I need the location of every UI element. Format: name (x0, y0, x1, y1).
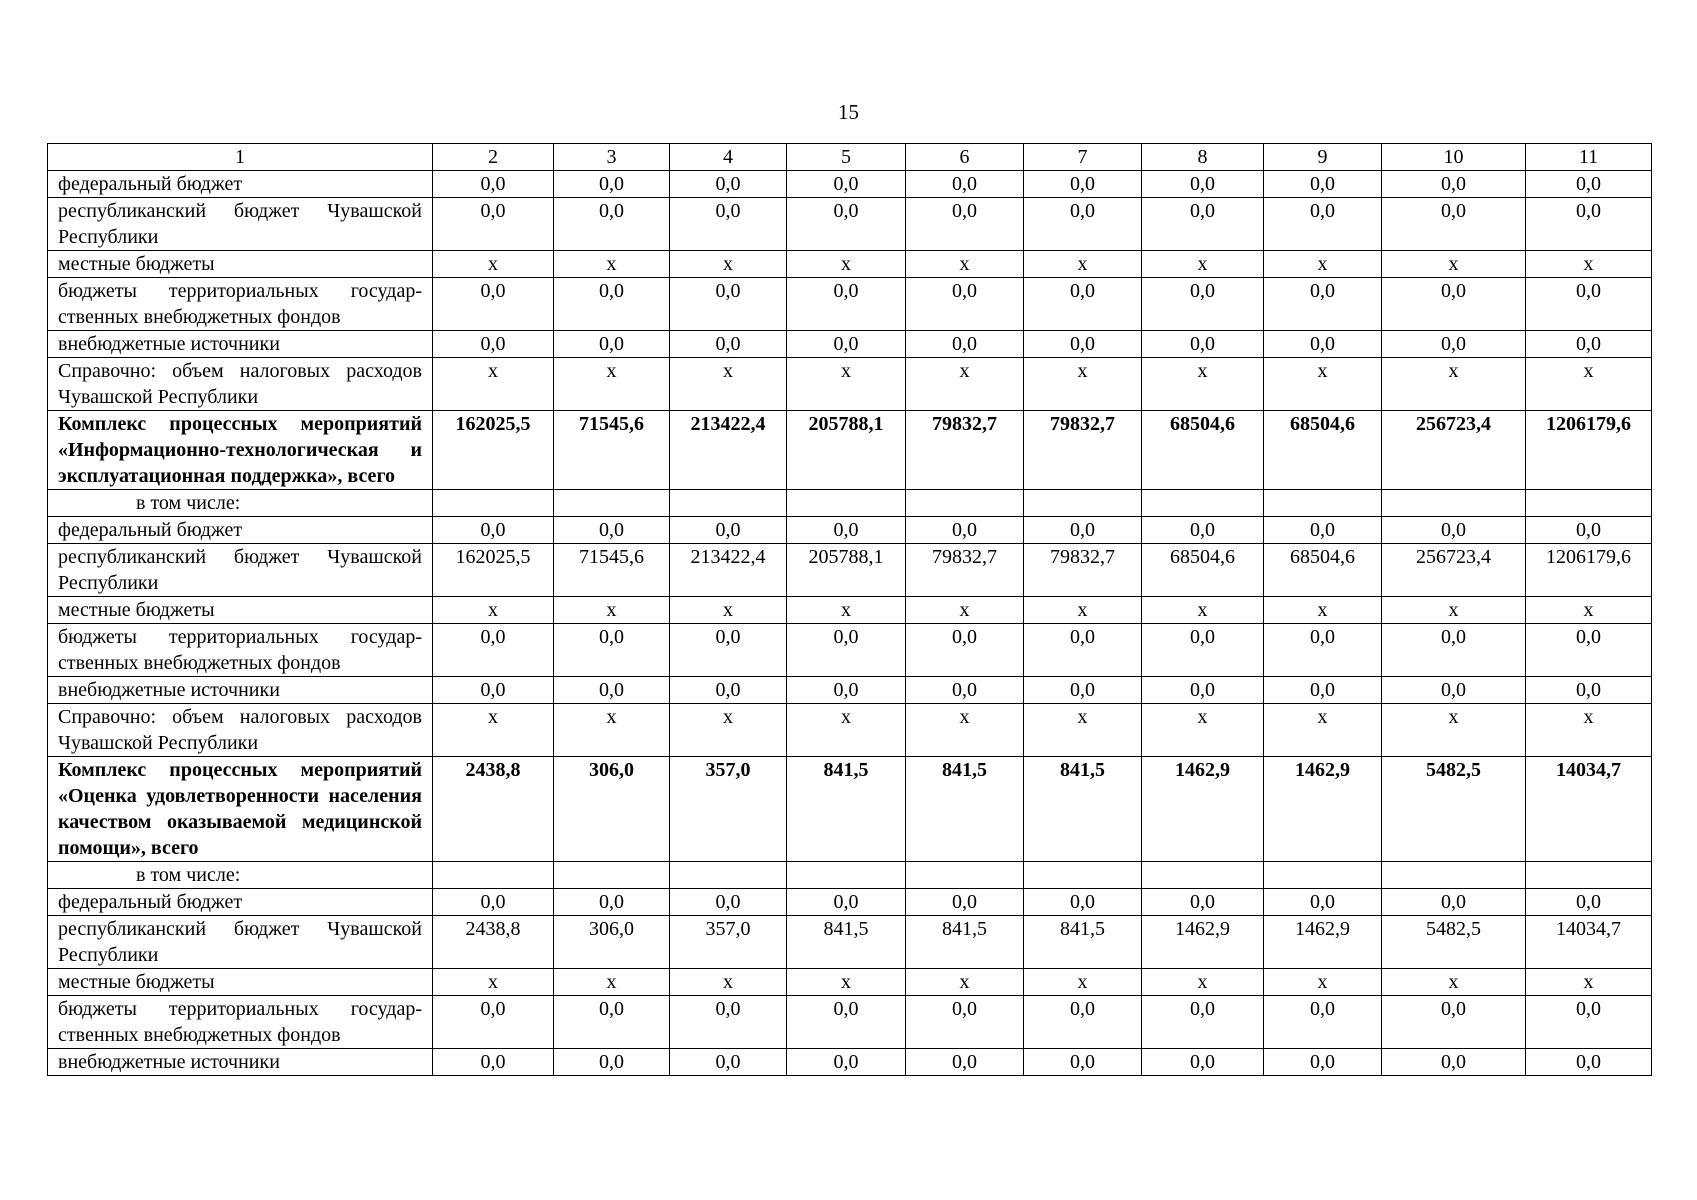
value-cell (787, 862, 906, 889)
value-cell: x (433, 597, 554, 624)
value-cell: 205788,1 (787, 544, 906, 597)
value-cell: 357,0 (670, 757, 787, 862)
value-cell: x (1526, 969, 1652, 996)
value-cell (670, 490, 787, 517)
value-cell: 0,0 (906, 171, 1024, 198)
value-cell: 0,0 (1264, 331, 1382, 358)
column-number-cell: 5 (787, 144, 906, 171)
value-cell: 68504,6 (1142, 544, 1264, 597)
table-row (48, 278, 1652, 331)
value-cell: x (554, 969, 670, 996)
value-cell: 0,0 (554, 677, 670, 704)
table-row-total (48, 757, 1652, 862)
value-cell: x (554, 704, 670, 757)
value-cell: 0,0 (1264, 517, 1382, 544)
value-cell: x (1024, 704, 1142, 757)
value-cell: x (1382, 597, 1526, 624)
table-row (48, 358, 1652, 411)
value-cell: x (787, 704, 906, 757)
value-cell: 0,0 (906, 331, 1024, 358)
value-cell: 0,0 (1264, 677, 1382, 704)
value-cell: x (906, 969, 1024, 996)
value-cell: x (1142, 358, 1264, 411)
value-cell: 0,0 (1382, 889, 1526, 916)
column-number-cell: 11 (1526, 144, 1652, 171)
table-row (48, 331, 1652, 358)
table-row (48, 996, 1652, 1049)
value-cell: 0,0 (787, 331, 906, 358)
value-cell: 0,0 (1526, 331, 1652, 358)
table-row (48, 517, 1652, 544)
value-cell: 5482,5 (1382, 916, 1526, 969)
value-cell: 0,0 (433, 889, 554, 916)
value-cell: 0,0 (554, 1049, 670, 1076)
value-cell: 0,0 (787, 889, 906, 916)
value-cell: 0,0 (1526, 996, 1652, 1049)
value-cell: 0,0 (787, 677, 906, 704)
row-label: в том числе: (48, 862, 433, 889)
value-cell: x (1382, 704, 1526, 757)
value-cell: 0,0 (787, 171, 906, 198)
row-label: Справочно: объем налоговых расходов Чувашской Республики (48, 704, 433, 757)
value-cell: 0,0 (433, 677, 554, 704)
value-cell: 841,5 (1024, 757, 1142, 862)
value-cell: x (1382, 969, 1526, 996)
value-cell: 0,0 (906, 278, 1024, 331)
value-cell: x (554, 597, 670, 624)
value-cell: 0,0 (1142, 331, 1264, 358)
value-cell: 0,0 (1382, 996, 1526, 1049)
value-cell: 0,0 (1526, 171, 1652, 198)
row-label: Комплекс процессных мероприятий «Информационно-технологическая и эксплуатационная поддержка», всего (48, 411, 433, 490)
value-cell: 0,0 (787, 1049, 906, 1076)
value-cell: 841,5 (906, 757, 1024, 862)
column-number-cell: 10 (1382, 144, 1526, 171)
value-cell: 0,0 (670, 517, 787, 544)
value-cell: 162025,5 (433, 411, 554, 490)
value-cell: x (433, 358, 554, 411)
value-cell: 0,0 (787, 198, 906, 251)
table-row (48, 490, 1652, 517)
value-cell: 0,0 (670, 198, 787, 251)
value-cell: x (1264, 969, 1382, 996)
value-cell: 0,0 (554, 517, 670, 544)
value-cell: 0,0 (1024, 517, 1142, 544)
value-cell: 0,0 (1024, 677, 1142, 704)
value-cell (1526, 490, 1652, 517)
column-number-cell: 2 (433, 144, 554, 171)
value-cell: 68504,6 (1142, 411, 1264, 490)
value-cell: x (433, 251, 554, 278)
table-row (48, 969, 1652, 996)
column-number-cell: 9 (1264, 144, 1382, 171)
row-label: республиканский бюджет Чувашской Республики (48, 544, 433, 597)
value-cell: 0,0 (1024, 278, 1142, 331)
column-number-row (48, 144, 1652, 171)
value-cell: 0,0 (1526, 198, 1652, 251)
value-cell: 1462,9 (1142, 757, 1264, 862)
value-cell: x (1024, 251, 1142, 278)
table-row (48, 624, 1652, 677)
value-cell: 0,0 (1526, 1049, 1652, 1076)
column-number-cell: 4 (670, 144, 787, 171)
row-label: местные бюджеты (48, 597, 433, 624)
value-cell: x (1142, 251, 1264, 278)
value-cell: 0,0 (670, 331, 787, 358)
value-cell: 162025,5 (433, 544, 554, 597)
row-label: бюджеты территориальных государственных внебюджетных фондов (48, 278, 433, 331)
value-cell: 0,0 (1382, 1049, 1526, 1076)
value-cell: x (1382, 358, 1526, 411)
value-cell: 0,0 (433, 996, 554, 1049)
column-number-cell: 6 (906, 144, 1024, 171)
value-cell: 79832,7 (1024, 544, 1142, 597)
value-cell (1526, 862, 1652, 889)
value-cell: x (670, 358, 787, 411)
value-cell: 0,0 (433, 517, 554, 544)
value-cell: x (906, 704, 1024, 757)
value-cell: 0,0 (1264, 278, 1382, 331)
value-cell: 1462,9 (1142, 916, 1264, 969)
value-cell: 841,5 (1024, 916, 1142, 969)
value-cell: x (1526, 251, 1652, 278)
row-label: внебюджетные источники (48, 1049, 433, 1076)
value-cell: 841,5 (787, 916, 906, 969)
value-cell: 0,0 (1142, 198, 1264, 251)
value-cell: x (906, 358, 1024, 411)
column-number-cell: 8 (1142, 144, 1264, 171)
column-number-cell: 3 (554, 144, 670, 171)
value-cell: 0,0 (787, 278, 906, 331)
table-row (48, 171, 1652, 198)
row-label: в том числе: (48, 490, 433, 517)
row-label: внебюджетные источники (48, 677, 433, 704)
value-cell: 1462,9 (1264, 757, 1382, 862)
value-cell: 0,0 (554, 889, 670, 916)
value-cell: 0,0 (554, 198, 670, 251)
value-cell: 0,0 (1526, 278, 1652, 331)
value-cell: 0,0 (554, 996, 670, 1049)
value-cell (670, 862, 787, 889)
value-cell: 0,0 (1264, 1049, 1382, 1076)
table-row (48, 862, 1652, 889)
value-cell: 0,0 (787, 517, 906, 544)
value-cell: 0,0 (1382, 331, 1526, 358)
value-cell: x (906, 251, 1024, 278)
table-body (48, 144, 1652, 1076)
value-cell: 14034,7 (1526, 757, 1652, 862)
value-cell: 0,0 (1526, 517, 1652, 544)
value-cell: 0,0 (670, 171, 787, 198)
table-row (48, 597, 1652, 624)
row-label: бюджеты территориальных государственных внебюджетных фондов (48, 996, 433, 1049)
value-cell: x (670, 969, 787, 996)
value-cell: 0,0 (1024, 889, 1142, 916)
budget-table (47, 143, 1652, 1076)
column-number-cell: 7 (1024, 144, 1142, 171)
value-cell: x (670, 704, 787, 757)
value-cell: 79832,7 (1024, 411, 1142, 490)
value-cell: 0,0 (906, 517, 1024, 544)
value-cell: 71545,6 (554, 411, 670, 490)
table-row-total (48, 411, 1652, 490)
value-cell: x (1526, 597, 1652, 624)
value-cell: 0,0 (1264, 198, 1382, 251)
row-label: местные бюджеты (48, 969, 433, 996)
value-cell: x (670, 251, 787, 278)
value-cell: 0,0 (1142, 171, 1264, 198)
value-cell: 79832,7 (906, 411, 1024, 490)
table-row (48, 916, 1652, 969)
value-cell: 0,0 (1024, 624, 1142, 677)
value-cell: 0,0 (906, 889, 1024, 916)
value-cell: 0,0 (1142, 889, 1264, 916)
value-cell: 256723,4 (1382, 544, 1526, 597)
value-cell: 0,0 (1526, 677, 1652, 704)
value-cell: 0,0 (906, 198, 1024, 251)
row-label: федеральный бюджет (48, 171, 433, 198)
value-cell: x (1526, 704, 1652, 757)
value-cell: x (787, 597, 906, 624)
value-cell: x (1142, 969, 1264, 996)
value-cell: 71545,6 (554, 544, 670, 597)
value-cell (1264, 490, 1382, 517)
value-cell: 0,0 (787, 996, 906, 1049)
value-cell: x (1024, 597, 1142, 624)
value-cell: 68504,6 (1264, 411, 1382, 490)
value-cell: x (787, 969, 906, 996)
value-cell: 0,0 (906, 677, 1024, 704)
value-cell: 68504,6 (1264, 544, 1382, 597)
value-cell: 2438,8 (433, 916, 554, 969)
value-cell: 1462,9 (1264, 916, 1382, 969)
value-cell: 0,0 (433, 198, 554, 251)
value-cell: 0,0 (433, 624, 554, 677)
value-cell (1142, 490, 1264, 517)
value-cell: x (1382, 251, 1526, 278)
value-cell: 0,0 (1382, 171, 1526, 198)
value-cell: 0,0 (1024, 1049, 1142, 1076)
value-cell: 0,0 (1382, 677, 1526, 704)
value-cell: x (1526, 358, 1652, 411)
value-cell: 0,0 (554, 171, 670, 198)
row-label: федеральный бюджет (48, 889, 433, 916)
table-row (48, 544, 1652, 597)
value-cell: 1206179,6 (1526, 544, 1652, 597)
value-cell: 0,0 (1024, 996, 1142, 1049)
row-label: Комплекс процессных мероприятий «Оценка удовлетворенности населения качеством оказываемой медицинской помощи», всего (48, 757, 433, 862)
row-label: федеральный бюджет (48, 517, 433, 544)
value-cell: 0,0 (1382, 198, 1526, 251)
value-cell: x (1264, 358, 1382, 411)
value-cell: 14034,7 (1526, 916, 1652, 969)
value-cell: 0,0 (670, 889, 787, 916)
column-number-cell: 1 (48, 144, 433, 171)
value-cell: 0,0 (554, 624, 670, 677)
value-cell: 0,0 (1526, 889, 1652, 916)
value-cell (433, 490, 554, 517)
value-cell: 0,0 (1024, 171, 1142, 198)
value-cell: 0,0 (1382, 624, 1526, 677)
page-number: 15 (838, 100, 859, 124)
value-cell: 0,0 (433, 278, 554, 331)
row-label: республиканский бюджет Чувашской Республики (48, 916, 433, 969)
value-cell: 213422,4 (670, 544, 787, 597)
row-label: внебюджетные источники (48, 331, 433, 358)
value-cell: 0,0 (433, 331, 554, 358)
value-cell: 0,0 (433, 1049, 554, 1076)
value-cell: x (670, 597, 787, 624)
value-cell: 0,0 (670, 624, 787, 677)
value-cell: 0,0 (906, 1049, 1024, 1076)
value-cell: 2438,8 (433, 757, 554, 862)
value-cell: x (1024, 969, 1142, 996)
value-cell: 0,0 (1264, 624, 1382, 677)
row-label: республиканский бюджет Чувашской Республики (48, 198, 433, 251)
value-cell: 0,0 (1142, 1049, 1264, 1076)
value-cell: 0,0 (433, 171, 554, 198)
value-cell: 0,0 (1264, 171, 1382, 198)
value-cell (1382, 490, 1526, 517)
value-cell (906, 862, 1024, 889)
value-cell: 0,0 (554, 331, 670, 358)
value-cell: 0,0 (670, 996, 787, 1049)
row-label: Справочно: объем налоговых расходов Чувашской Республики (48, 358, 433, 411)
table-row (48, 198, 1652, 251)
value-cell: 0,0 (1024, 331, 1142, 358)
value-cell: 0,0 (906, 996, 1024, 1049)
value-cell: 0,0 (670, 1049, 787, 1076)
value-cell: x (433, 969, 554, 996)
value-cell (1024, 862, 1142, 889)
value-cell: x (554, 358, 670, 411)
value-cell (1142, 862, 1264, 889)
value-cell: 0,0 (1142, 278, 1264, 331)
value-cell: 357,0 (670, 916, 787, 969)
table-row (48, 704, 1652, 757)
value-cell: 306,0 (554, 916, 670, 969)
value-cell (1264, 862, 1382, 889)
value-cell: 0,0 (670, 278, 787, 331)
value-cell: x (433, 704, 554, 757)
value-cell: 0,0 (1142, 996, 1264, 1049)
value-cell: 306,0 (554, 757, 670, 862)
row-label: бюджеты территориальных государственных внебюджетных фондов (48, 624, 433, 677)
value-cell: x (554, 251, 670, 278)
value-cell (1024, 490, 1142, 517)
value-cell: 0,0 (1382, 517, 1526, 544)
value-cell: 205788,1 (787, 411, 906, 490)
value-cell: x (1024, 358, 1142, 411)
value-cell: 0,0 (1526, 624, 1652, 677)
value-cell: x (906, 597, 1024, 624)
table-row (48, 889, 1652, 916)
table-row (48, 251, 1652, 278)
value-cell: 841,5 (787, 757, 906, 862)
value-cell: 256723,4 (1382, 411, 1526, 490)
value-cell: 0,0 (906, 624, 1024, 677)
value-cell: 0,0 (554, 278, 670, 331)
value-cell (906, 490, 1024, 517)
value-cell: 0,0 (670, 677, 787, 704)
value-cell: x (787, 251, 906, 278)
value-cell (554, 862, 670, 889)
value-cell (554, 490, 670, 517)
value-cell: 1206179,6 (1526, 411, 1652, 490)
value-cell: 841,5 (906, 916, 1024, 969)
value-cell: 0,0 (787, 624, 906, 677)
value-cell: x (1264, 251, 1382, 278)
table-row (48, 677, 1652, 704)
value-cell: x (1142, 704, 1264, 757)
value-cell: 5482,5 (1382, 757, 1526, 862)
row-label: местные бюджеты (48, 251, 433, 278)
value-cell: x (1142, 597, 1264, 624)
value-cell: x (787, 358, 906, 411)
value-cell (787, 490, 906, 517)
value-cell: 0,0 (1142, 624, 1264, 677)
value-cell: 0,0 (1142, 517, 1264, 544)
value-cell: 0,0 (1142, 677, 1264, 704)
value-cell: 0,0 (1024, 198, 1142, 251)
value-cell: 213422,4 (670, 411, 787, 490)
value-cell: 79832,7 (906, 544, 1024, 597)
value-cell (1382, 862, 1526, 889)
value-cell: 0,0 (1264, 996, 1382, 1049)
value-cell (433, 862, 554, 889)
value-cell: 0,0 (1264, 889, 1382, 916)
table-row (48, 1049, 1652, 1076)
value-cell: x (1264, 597, 1382, 624)
value-cell: x (1264, 704, 1382, 757)
value-cell: 0,0 (1382, 278, 1526, 331)
